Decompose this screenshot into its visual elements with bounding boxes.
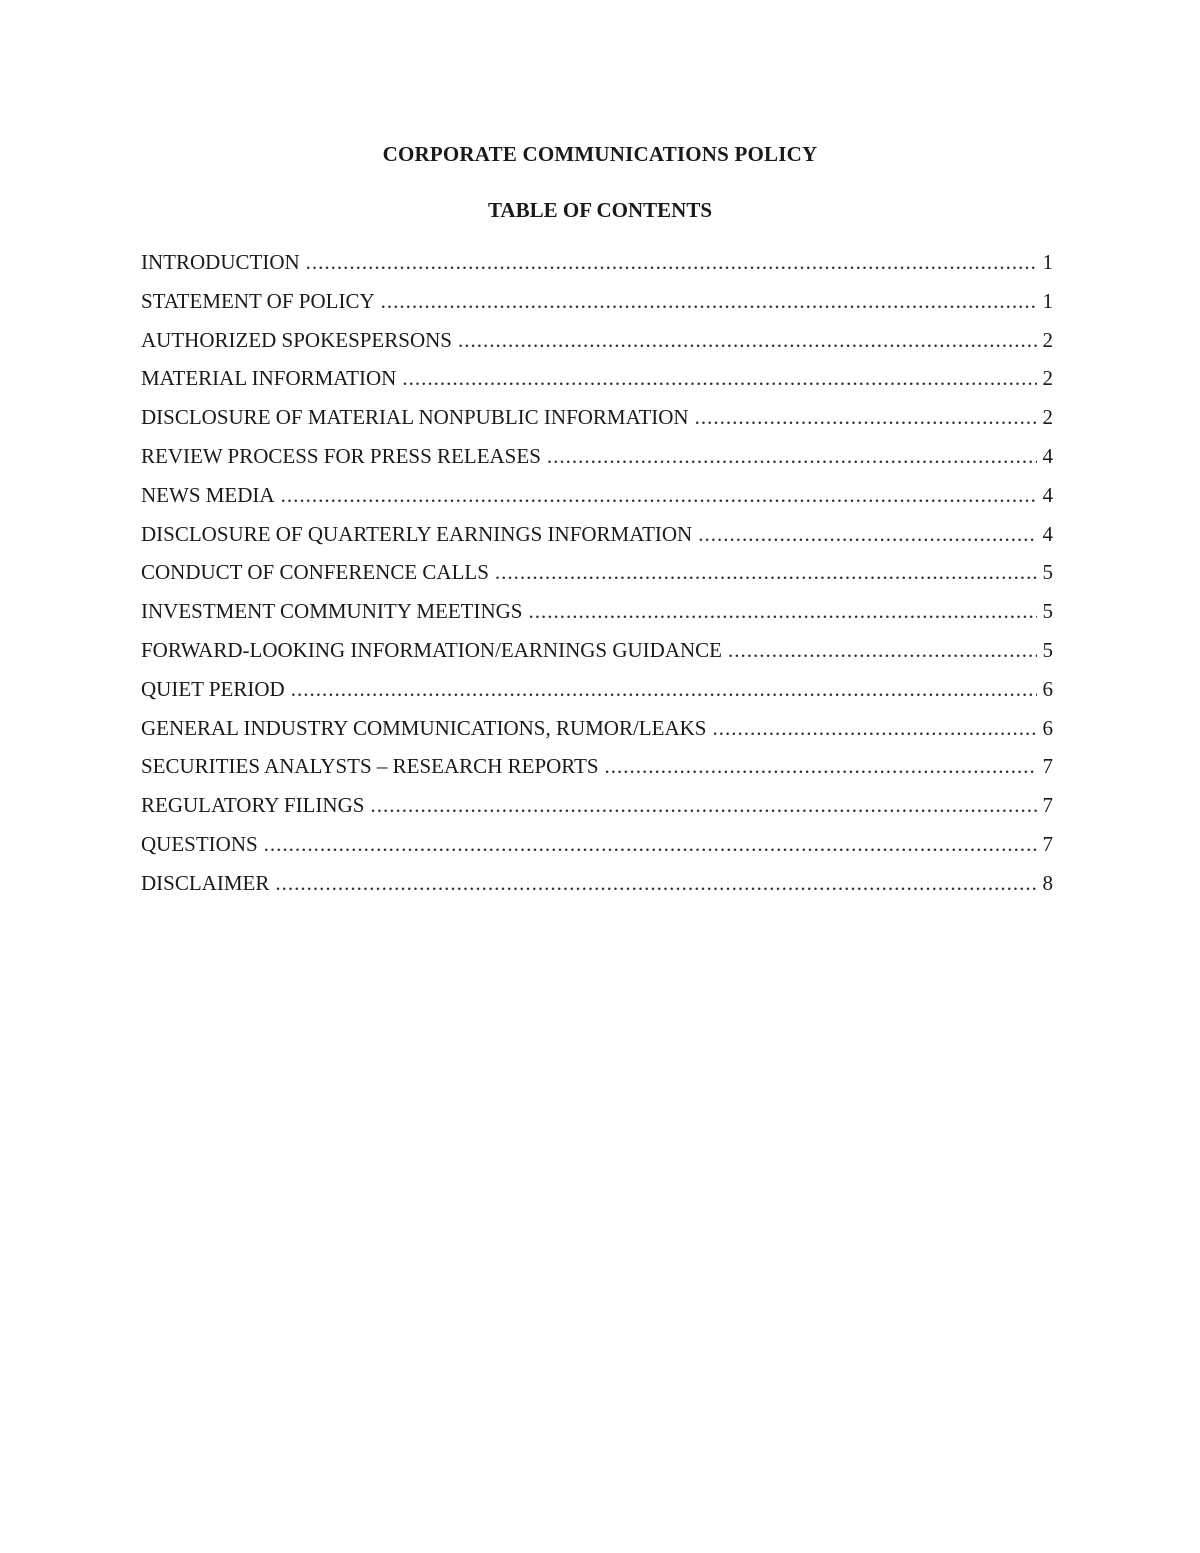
- toc-page-number: 7: [1042, 754, 1053, 779]
- toc-entry-material-information[interactable]: [141, 366, 1053, 405]
- toc-dot-leader: [306, 250, 1037, 275]
- toc-entry-introduction[interactable]: [141, 250, 1053, 289]
- document-title: CORPORATE COMMUNICATIONS POLICY: [382, 142, 818, 166]
- toc-entry-disclosure-quarterly-earnings[interactable]: [141, 522, 1053, 561]
- toc-entry-label: INTRODUCTION: [141, 250, 300, 274]
- toc-dot-leader: [698, 522, 1037, 547]
- toc-entry-forward-looking-information[interactable]: [141, 638, 1053, 677]
- toc-entry-label: FORWARD-LOOKING INFORMATION/EARNINGS GUIDANCE: [141, 637, 722, 662]
- toc-page-number: 4: [1042, 482, 1053, 507]
- toc-page-number: 8: [1042, 870, 1053, 895]
- toc-dot-leader: [728, 638, 1037, 663]
- toc-dot-leader: [605, 754, 1037, 779]
- toc-dot-leader: [712, 716, 1037, 741]
- toc-entry-regulatory-filings[interactable]: [141, 793, 1053, 832]
- toc-entry-label: DISCLOSURE OF MATERIAL NONPUBLIC INFORMATION: [141, 405, 689, 430]
- toc-dot-leader: [458, 328, 1037, 353]
- toc-dot-leader: [547, 444, 1037, 469]
- toc-dot-leader: [402, 366, 1037, 391]
- toc-page-number: 6: [1042, 676, 1053, 701]
- toc-dot-leader: [275, 871, 1037, 896]
- toc-entry-label: INVESTMENT COMMUNITY MEETINGS: [141, 599, 523, 624]
- toc-dot-leader: [291, 677, 1037, 702]
- toc-dot-leader: [264, 832, 1037, 857]
- toc-dot-leader: [495, 560, 1037, 585]
- toc-page-number: 2: [1042, 366, 1053, 391]
- toc-dot-leader: [281, 483, 1037, 508]
- toc-heading: TABLE OF CONTENTS: [487, 198, 713, 222]
- toc-entry-label: QUIET PERIOD: [141, 676, 285, 701]
- toc-page-number: 2: [1042, 405, 1053, 430]
- toc-entry-securities-analysts[interactable]: [141, 754, 1053, 793]
- toc-entry-news-media[interactable]: [141, 483, 1053, 522]
- toc-page-number: 5: [1042, 637, 1053, 662]
- toc-dot-leader: [529, 599, 1038, 624]
- toc-entry-general-industry-communications[interactable]: [141, 716, 1053, 755]
- toc-entry-label: DISCLAIMER: [141, 870, 270, 895]
- toc-entry-disclosure-material-nonpublic[interactable]: [141, 405, 1053, 444]
- toc-entry-label: STATEMENT OF POLICY: [141, 288, 375, 313]
- toc-entry-investment-community-meetings[interactable]: [141, 599, 1053, 638]
- toc-page-number: 2: [1042, 327, 1053, 352]
- toc-entry-label: NEWS MEDIA: [141, 482, 275, 507]
- toc-entry-label: GENERAL INDUSTRY COMMUNICATIONS, RUMOR/LEAKS: [141, 715, 707, 740]
- toc-entry-label: REVIEW PROCESS FOR PRESS RELEASES: [141, 443, 541, 468]
- toc-entry-label: MATERIAL INFORMATION: [141, 366, 397, 391]
- toc-page-number: 4: [1042, 521, 1053, 546]
- toc-entry-label: DISCLOSURE OF QUARTERLY EARNINGS INFORMATION: [141, 521, 693, 546]
- toc-page-number: 4: [1042, 443, 1053, 468]
- toc-page-number: 5: [1042, 599, 1053, 624]
- toc-dot-leader: [381, 289, 1037, 314]
- toc-entry-questions[interactable]: [141, 832, 1053, 871]
- toc-page-number: 1: [1042, 250, 1053, 274]
- toc-entry-label: CONDUCT OF CONFERENCE CALLS: [141, 560, 489, 585]
- toc-entry-review-process-press-releases[interactable]: [141, 444, 1053, 483]
- toc-entry-label: QUESTIONS: [141, 831, 258, 856]
- toc-entry-statement-of-policy[interactable]: [141, 289, 1053, 328]
- toc-entry-authorized-spokespersons[interactable]: [141, 328, 1053, 367]
- toc-entry-disclaimer[interactable]: [141, 871, 1053, 910]
- toc-page-number: 6: [1042, 715, 1053, 740]
- toc-entry-label: SECURITIES ANALYSTS – RESEARCH REPORTS: [141, 754, 599, 779]
- toc-page-number: 5: [1042, 560, 1053, 585]
- table-of-contents: [141, 250, 1053, 910]
- toc-page-number: 7: [1042, 831, 1053, 856]
- toc-page-number: 7: [1042, 793, 1053, 818]
- toc-entry-label: REGULATORY FILINGS: [141, 793, 365, 818]
- toc-page-number: 1: [1042, 288, 1053, 313]
- toc-entry-conduct-conference-calls[interactable]: [141, 560, 1053, 599]
- toc-dot-leader: [370, 793, 1037, 818]
- toc-dot-leader: [695, 405, 1037, 430]
- toc-entry-quiet-period[interactable]: [141, 677, 1053, 716]
- toc-entry-label: AUTHORIZED SPOKESPERSONS: [141, 327, 452, 352]
